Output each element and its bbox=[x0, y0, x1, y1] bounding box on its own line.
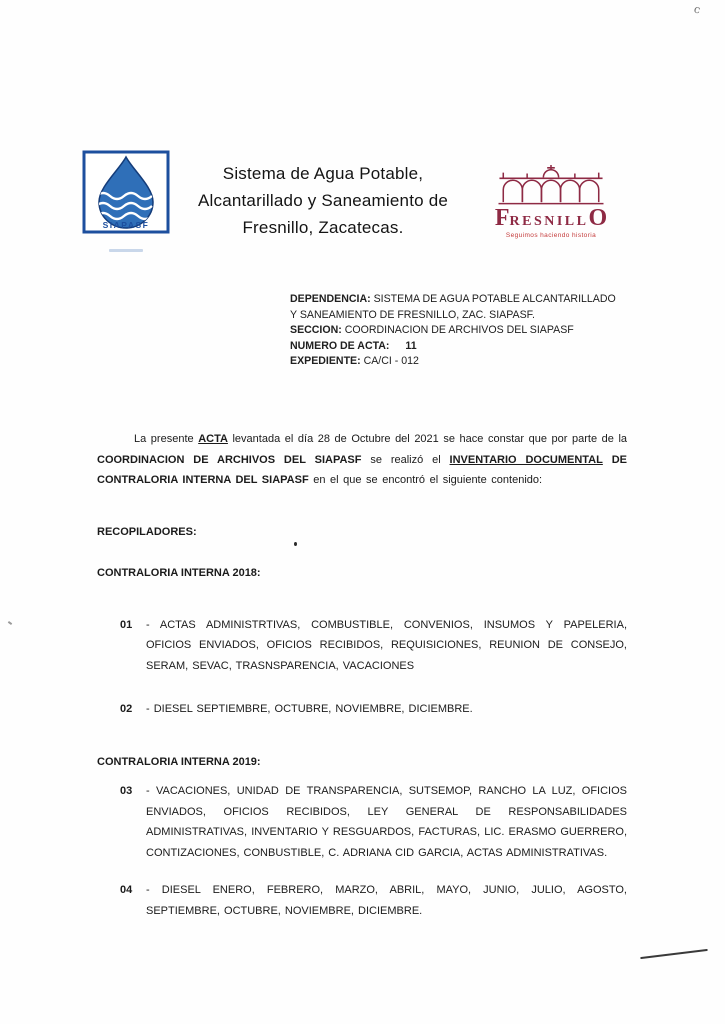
heading-recopiladores: RECOPILADORES: bbox=[97, 525, 197, 538]
org-title-line-3: Fresnillo, Zacatecas. bbox=[242, 218, 404, 237]
item-01-text: - ACTAS ADMINISTRTIVAS, COMBUSTIBLE, CONVENIOS, INSUMOS Y PAPELERIA, OFICIOS ENVIADOS, OFICIOS RECIBIDOS, REQUISICIONES, REUNION DE CONSEJO, SERAM, SEVAC, TRASNSPARENCIA, VACACIONES bbox=[146, 618, 627, 672]
expediente-value: CA/CI - 012 bbox=[363, 355, 419, 368]
org-title-line-1: Sistema de Agua Potable, bbox=[222, 164, 424, 183]
para-seg-1: La presente bbox=[134, 433, 199, 445]
fresnillo-letter-f: F bbox=[494, 205, 510, 231]
scan-artifact-pen-mark-top-right: c bbox=[692, 2, 702, 17]
para-seg-inventario: INVENTARIO DOCUMENTAL bbox=[449, 453, 603, 466]
dependencia-label: DEPENDENCIA: bbox=[290, 293, 371, 305]
item-02-number: 02 bbox=[120, 703, 133, 715]
para-seg-3: levantada el día 28 de Octubre del 2021 se hace constar que por parte de la bbox=[227, 433, 628, 445]
meta-line-seccion bbox=[290, 323, 638, 339]
seccion-label: SECCION: bbox=[290, 324, 342, 337]
item-02-text: - DIESEL SEPTIEMBRE, OCTUBRE, NOVIEMBRE, DICIEMBRE. bbox=[146, 703, 473, 715]
inventory-item-01 bbox=[120, 615, 627, 677]
scan-artifact-line-bottom-right bbox=[640, 949, 708, 959]
para-seg-7 bbox=[603, 454, 612, 466]
item-03-text: - VACACIONES, UNIDAD DE TRANSPARENCIA, SUTSEMOP, RANCHO LA LUZ, OFICIOS ENVIADOS, OFICIOS RECIBIDOS, LEY GENERAL DE RESPONSABILIDADES ADMINISTRATIVAS, INVENTARIO Y RESGUARDOS, FACTURAS, LIC. ERASMO GUERRERO, CONTIZACIONES, CONBUSTIBLE, C. ADRIANA CID GARCIA, ACTAS ADMINISTRATIVAS. bbox=[146, 785, 627, 859]
scan-artifact-tick-left bbox=[8, 621, 12, 625]
fresnillo-building-icon bbox=[492, 164, 610, 206]
fresnillo-letter-o: O bbox=[588, 205, 608, 231]
item-04-text: - DIESEL ENERO, FEBRERO, MARZO, ABRIL, MAYO, JUNIO, JULIO, AGOSTO, SEPTIEMBRE, OCTUBRE, NOVIEMBRE, DICIEMBRE. bbox=[146, 884, 627, 917]
org-title-line-2: Alcantarillado y Saneamiento de bbox=[197, 191, 449, 210]
item-03-number: 03 bbox=[120, 785, 133, 797]
item-04-number: 04 bbox=[120, 884, 133, 896]
para-seg-9: en el que se encontró el siguiente contenido: bbox=[308, 474, 543, 486]
para-seg-5: se realizó el bbox=[361, 453, 450, 466]
water-drop-icon bbox=[82, 150, 170, 242]
document-meta-block bbox=[290, 292, 638, 370]
logo-fine-print-smudge bbox=[109, 249, 143, 252]
fresnillo-letters-mid: RESNILL bbox=[509, 214, 589, 229]
meta-line-dependencia bbox=[290, 292, 638, 308]
opening-paragraph bbox=[97, 429, 627, 491]
numero-acta-value: 11 bbox=[405, 339, 417, 352]
inventory-item-04 bbox=[120, 880, 627, 921]
meta-line-numero-acta bbox=[290, 339, 638, 355]
inventory-item-02 bbox=[120, 699, 627, 720]
numero-acta-label: NUMERO DE ACTA: bbox=[290, 339, 390, 352]
meta-line-dependencia-cont bbox=[290, 308, 638, 324]
inventory-item-03 bbox=[120, 781, 627, 863]
meta-line-expediente bbox=[290, 354, 638, 370]
siapasf-logo-label: SIAPASF bbox=[102, 220, 150, 230]
seccion-value: COORDINACION DE ARCHIVOS DEL SIAPASF bbox=[344, 324, 574, 337]
para-seg-acta: ACTA bbox=[198, 433, 228, 445]
document-body bbox=[97, 429, 627, 921]
scan-artifact-pen-dot bbox=[294, 542, 297, 546]
dependencia-value-cont: Y SANEAMIENTO DE FRESNILLO, ZAC. SIAPASF. bbox=[290, 308, 535, 321]
heading-contraloria-2018: CONTRALORIA INTERNA 2018: bbox=[97, 567, 261, 579]
org-title bbox=[172, 160, 474, 241]
item-01-number: 01 bbox=[120, 618, 133, 631]
fresnillo-wordmark bbox=[487, 205, 615, 232]
heading-contraloria-2019: CONTRALORIA INTERNA 2019: bbox=[97, 755, 261, 768]
fresnillo-logo bbox=[487, 164, 615, 239]
siapasf-logo bbox=[82, 150, 170, 252]
para-seg-contraloria: DE CONTRALORIA INTERNA DEL SIAPASF bbox=[97, 453, 627, 486]
para-seg-coordinacion: COORDINACION DE ARCHIVOS DEL SIAPASF bbox=[97, 453, 362, 466]
dependencia-value: SISTEMA DE AGUA POTABLE ALCANTARILLADO bbox=[373, 293, 616, 305]
expediente-label: EXPEDIENTE: bbox=[290, 355, 361, 368]
fresnillo-tagline: Seguimos haciendo historia bbox=[505, 232, 597, 239]
